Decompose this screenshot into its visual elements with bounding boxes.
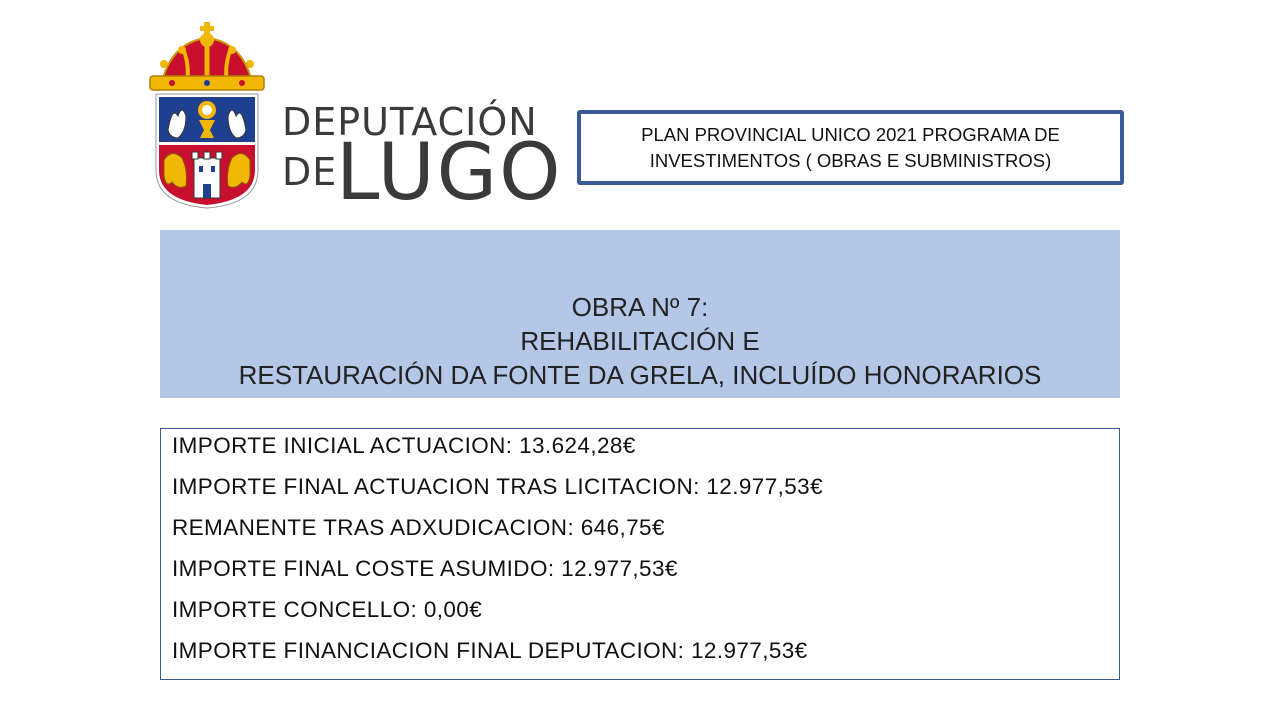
obra-title-line2: RESTAURACIÓN DA FONTE DA GRELA, INCLUÍDO HONORARIOS <box>238 360 1042 390</box>
obra-title-line1: REHABILITACIÓN E <box>520 326 760 356</box>
amount-line-initial: IMPORTE INICIAL ACTUACION: 13.624,28€ <box>172 433 636 458</box>
amount-line-coste-asumido: IMPORTE FINAL COSTE ASUMIDO: 12.977,53€ <box>172 556 678 581</box>
logo-title-lugo: LUGO <box>336 128 563 218</box>
amount-line-remanente: REMANENTE TRAS ADXUDICACION: 646,75€ <box>172 515 665 540</box>
logo-title-de: DE <box>282 150 338 194</box>
plan-title-line1: PLAN PROVINCIAL UNICO 2021 PROGRAMA DE <box>641 123 1060 145</box>
plan-title-box <box>577 110 1124 185</box>
amount-line-concello: IMPORTE CONCELLO: 0,00€ <box>172 597 483 622</box>
amounts-box <box>160 428 1120 680</box>
amount-line-final-licitacion: IMPORTE FINAL ACTUACION TRAS LICITACION: 12.977,53€ <box>172 474 824 499</box>
obra-heading-box <box>160 230 1120 398</box>
coat-of-arms-icon <box>142 20 272 210</box>
plan-title-line2: INVESTIMENTOS ( OBRAS E SUBMINISTROS) <box>649 149 1052 171</box>
amount-line-deputacion: IMPORTE FINANCIACION FINAL DEPUTACION: 12.977,53€ <box>172 638 808 663</box>
logo-title-line1: DEPUTACIÓN <box>282 100 538 144</box>
obra-number: OBRA Nº 7: <box>571 292 709 322</box>
